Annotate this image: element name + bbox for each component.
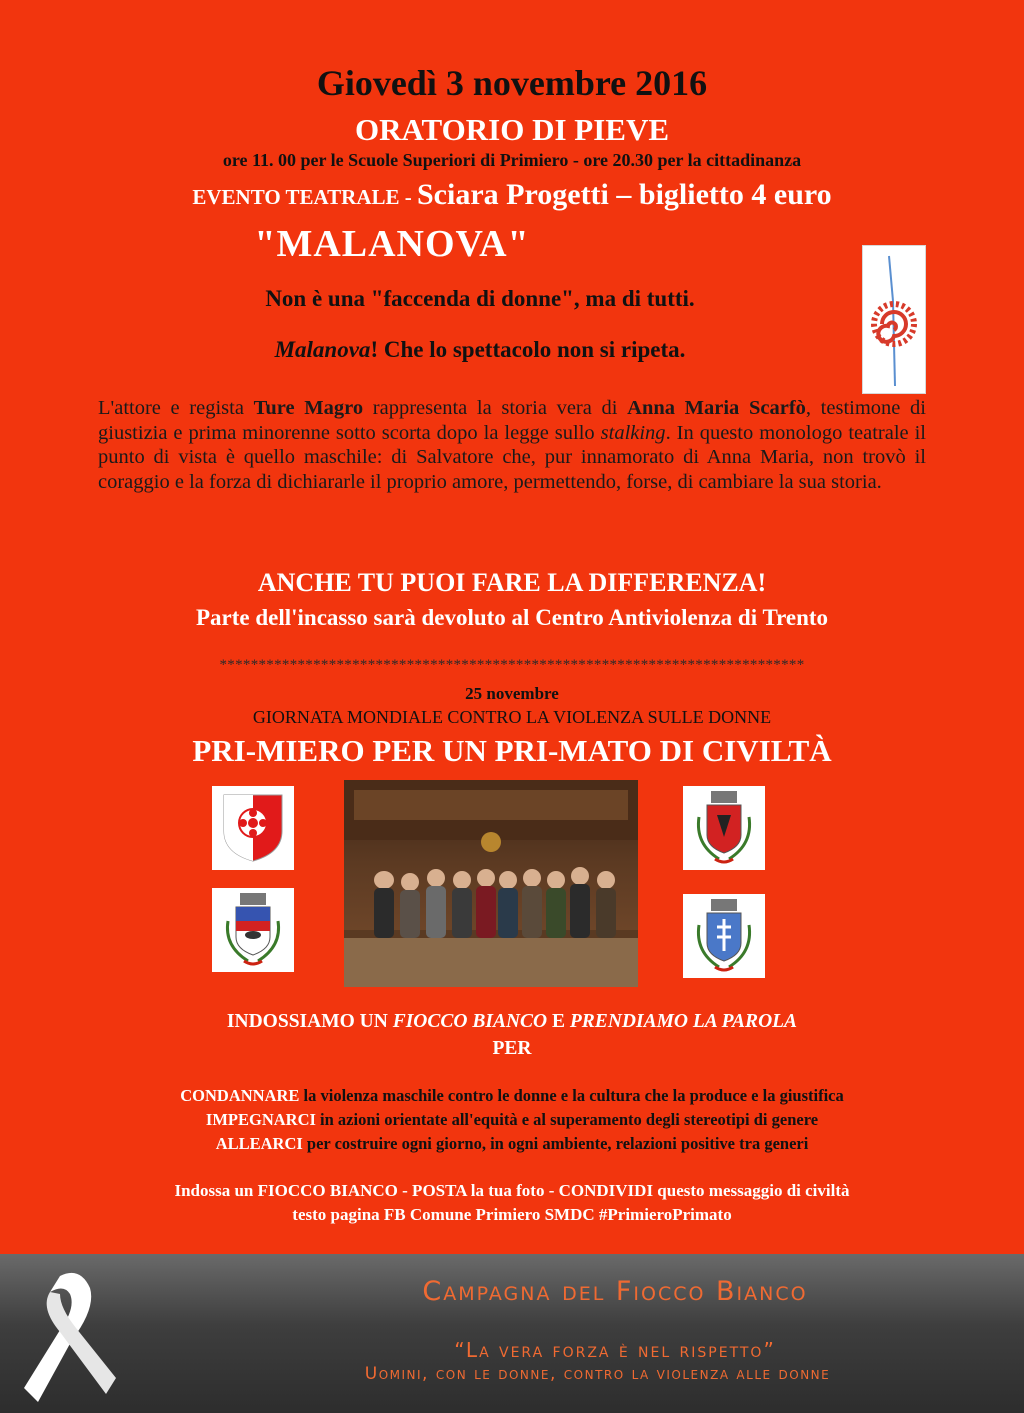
pledge-action [0, 1086, 1024, 1106]
crest-icon [683, 786, 765, 870]
banner-quote: “La vera forza è nel rispetto” [454, 1338, 776, 1362]
action-verb: IMPEGNARCI [205, 1110, 316, 1129]
pledge-action [0, 1110, 1024, 1130]
banner-title: Campagna del Fiocco Bianco [422, 1276, 808, 1307]
action-verb: ALLEARCI [215, 1134, 303, 1153]
crest-icon [212, 786, 294, 870]
fb-page-note: testo pagina FB Comune Primiero SMDC #PrimieroPrimato [292, 1205, 732, 1224]
description-text: L'attore e regista [98, 397, 254, 419]
pledge-heading [0, 1011, 1024, 1033]
crest-icon [683, 894, 765, 978]
description-text: . In questo monologo teatrale il punto di vista è quello maschile: di Salvatore che, pur innamorato di Anna Maria, non trovò il coraggio e la forza di dichiararle il proprio amore, permettendo, forse, di cambiare la sua storia. [98, 421, 926, 493]
theatre-logo [862, 245, 926, 394]
campaign-date: 25 novembre [465, 684, 559, 703]
event-type: EVENTO TEATRALE - [192, 185, 417, 209]
campaign-day-name: GIORNATA MONDIALE CONTRO LA VIOLENZA SULLE DONNE [252, 707, 772, 727]
pledge-per: PER [492, 1038, 532, 1059]
actor-name: Ture Magro [253, 397, 364, 419]
event-line [0, 178, 1024, 212]
show-description [98, 396, 926, 494]
crest-icon [212, 888, 294, 972]
description-text: rappresenta la storia vera di [363, 397, 628, 419]
tagline-2 [120, 337, 840, 363]
pledge-action [0, 1134, 1024, 1154]
tagline-italic: Malanova [274, 337, 371, 362]
tagline-rest: ! Che lo spettacolo non si ripeta. [370, 337, 686, 362]
call-to-action: Indossa un FIOCCO BIANCO - POSTA la tua foto - CONDIVIDI questo messaggio di civiltà [174, 1181, 850, 1200]
separator: *************************************************************************** [219, 657, 805, 673]
group-photo [344, 780, 638, 987]
action-text: la violenza maschile contro le donne e la cultura che la produce e la giustifica [299, 1086, 844, 1105]
pledge-text: FIOCCO BIANCO [392, 1011, 548, 1032]
banner-subtitle: Uomini, con le donne, contro la violenza alle donne [364, 1364, 831, 1384]
description-text: , testimone di giustizia e prima minorenne sotto scorta dopo la legge sullo [98, 397, 926, 444]
pledge-text: INDOSSIAMO UN [226, 1011, 393, 1032]
show-title: "MALANOVA" [254, 223, 530, 265]
campaign-slogan: PRI-MIERO PER UN PRI-MATO DI CIVILTÀ [192, 733, 832, 768]
pledge-text: E [547, 1011, 570, 1032]
action-text: per costruire ogni giorno, in ogni ambiente, relazioni positive tra generi [302, 1134, 809, 1153]
event-times: ore 11. 00 per le Scuole Superiori di Primiero - ore 20.30 per la cittadinanza [222, 150, 802, 170]
action-verb: CONDANNARE [180, 1086, 300, 1105]
event-ticket: – biglietto 4 euro [608, 178, 832, 211]
stalking-term: stalking [600, 421, 666, 444]
tagline-1: Non è una "faccenda di donne", ma di tutti. [265, 286, 695, 311]
difference-heading: ANCHE TU PUOI FARE LA DIFFERENZA! [257, 568, 767, 597]
incasso-note: Parte dell'incasso sarà devoluto al Centro Antiviolenza di Trento [195, 605, 829, 630]
ribbon-icon [20, 1268, 120, 1408]
subject-name: Anna Maria Scarfò [627, 397, 806, 419]
venue-title: ORATORIO DI PIEVE [354, 112, 670, 147]
action-text: in azioni orientate all'equità e al superamento degli stereotipi di genere [315, 1110, 819, 1129]
event-date: Giovedì 3 novembre 2016 [316, 63, 708, 103]
pledge-text: PRENDIAMO LA PAROLA [569, 1011, 798, 1032]
event-company: Sciara Progetti [417, 178, 609, 211]
